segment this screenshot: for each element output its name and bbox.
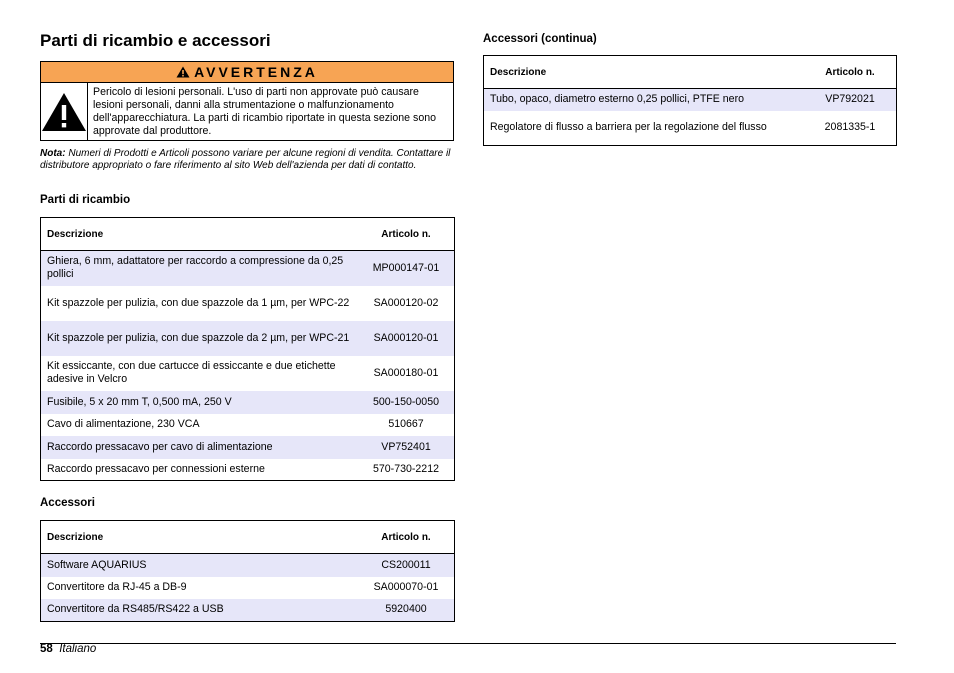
warning-small-icon: [176, 66, 190, 78]
page-number: 58: [40, 643, 53, 655]
description-cell: Kit essiccante, con due cartucce di essiccante e due etichette adesive in Velcro: [47, 360, 336, 385]
exclamation-triangle-icon: [41, 92, 87, 132]
article-number-cell: SA000180-01: [373, 366, 439, 379]
warning-heading: AVVERTENZA: [194, 64, 318, 80]
column-header-article: Articolo n.: [358, 218, 455, 251]
description-cell: Software AQUARIUS: [41, 554, 359, 577]
accessories-continued-heading: Accessori (continua): [483, 33, 597, 45]
table-row: [41, 251, 455, 286]
table-row: [41, 554, 455, 577]
article-number-cell: 2081335-1: [824, 121, 876, 134]
accessories-table: [40, 520, 455, 622]
description-cell: Raccordo pressacavo per connessioni esterne: [47, 462, 265, 475]
description-cell: Kit spazzole per pulizia, con due spazzole da 1 µm, per WPC-22: [47, 296, 350, 309]
note-label: Nota:: [40, 148, 66, 159]
table-row: [41, 414, 455, 436]
description-cell: Ghiera, 6 mm, adattatore per raccordo a compressione da 0,25 pollici: [41, 251, 359, 286]
footer-rule: [40, 643, 896, 644]
spare-parts-heading: Parti di ricambio: [40, 194, 131, 206]
warning-header: [41, 62, 453, 83]
table-row: [484, 111, 897, 146]
accessories-heading: Accessori: [40, 497, 95, 509]
table-row: [41, 459, 455, 481]
warning-box: [40, 61, 454, 141]
description-cell: Fusibile, 5 x 20 mm T, 0,500 mA, 250 V: [41, 391, 359, 414]
description-cell: Tubo, opaco, diametro esterno 0,25 pollici, PTFE nero: [484, 89, 805, 111]
note: [40, 148, 454, 173]
table-row: [41, 391, 455, 414]
warning-text: Pericolo di lesioni personali. L'uso di parti non approvate può causare lesioni personali, danni alla strumentazione o malfunzionamento dell'apparecchiatura. La parti di ricambio riportate in questa sezione sono approvate dal produttore.: [93, 86, 436, 137]
description-cell: Regolatore di flusso a barriera per la regolazione del flusso: [490, 121, 767, 134]
article-number-cell: VP752401: [358, 436, 455, 459]
spare-parts-table: [40, 217, 455, 481]
table-row: [41, 577, 455, 599]
article-number-cell: 510667: [388, 418, 424, 430]
column-header-article: Articolo n.: [804, 56, 897, 89]
column-header-description: Descrizione: [41, 521, 359, 554]
article-number-cell: 500-150-0050: [358, 391, 455, 414]
article-number-cell: SA000120-01: [358, 321, 455, 356]
article-number-cell: MP000147-01: [358, 251, 455, 286]
table-row: [484, 89, 897, 111]
article-number-cell: 570-730-2212: [373, 462, 439, 475]
article-number-cell: VP792021: [804, 89, 897, 111]
note-text: Numeri di Prodotti e Articoli possono variare per alcune regioni di vendita. Contattare il distributore appropriato o fare riferimento al sito Web dell'azienda per dati di contatto.: [40, 148, 451, 172]
column-header-description: Descrizione: [41, 218, 359, 251]
column-header-article: Articolo n.: [358, 521, 455, 554]
article-number-cell: SA000120-02: [373, 296, 439, 309]
page-title: Parti di ricambio e accessori: [40, 31, 271, 50]
table-row: [41, 599, 455, 622]
column-header-description: Descrizione: [484, 56, 805, 89]
accessories-continued-table: [483, 55, 897, 146]
description-cell: Convertitore da RJ-45 a DB-9: [47, 581, 187, 593]
table-row: [41, 286, 455, 321]
description-cell: Convertitore da RS485/RS422 a USB: [41, 599, 359, 622]
footer-language: Italiano: [59, 643, 97, 655]
description-cell: Cavo di alimentazione, 230 VCA: [47, 418, 200, 430]
table-row: [41, 436, 455, 459]
article-number-cell: CS200011: [358, 554, 455, 577]
description-cell: Raccordo pressacavo per cavo di alimentazione: [41, 436, 359, 459]
table-row: [41, 356, 455, 391]
article-number-cell: 5920400: [358, 599, 455, 622]
article-number-cell: SA000070-01: [373, 581, 439, 593]
description-cell: Kit spazzole per pulizia, con due spazzole da 2 µm, per WPC-21: [41, 321, 359, 356]
table-row: [41, 321, 455, 356]
footer: [40, 643, 96, 655]
